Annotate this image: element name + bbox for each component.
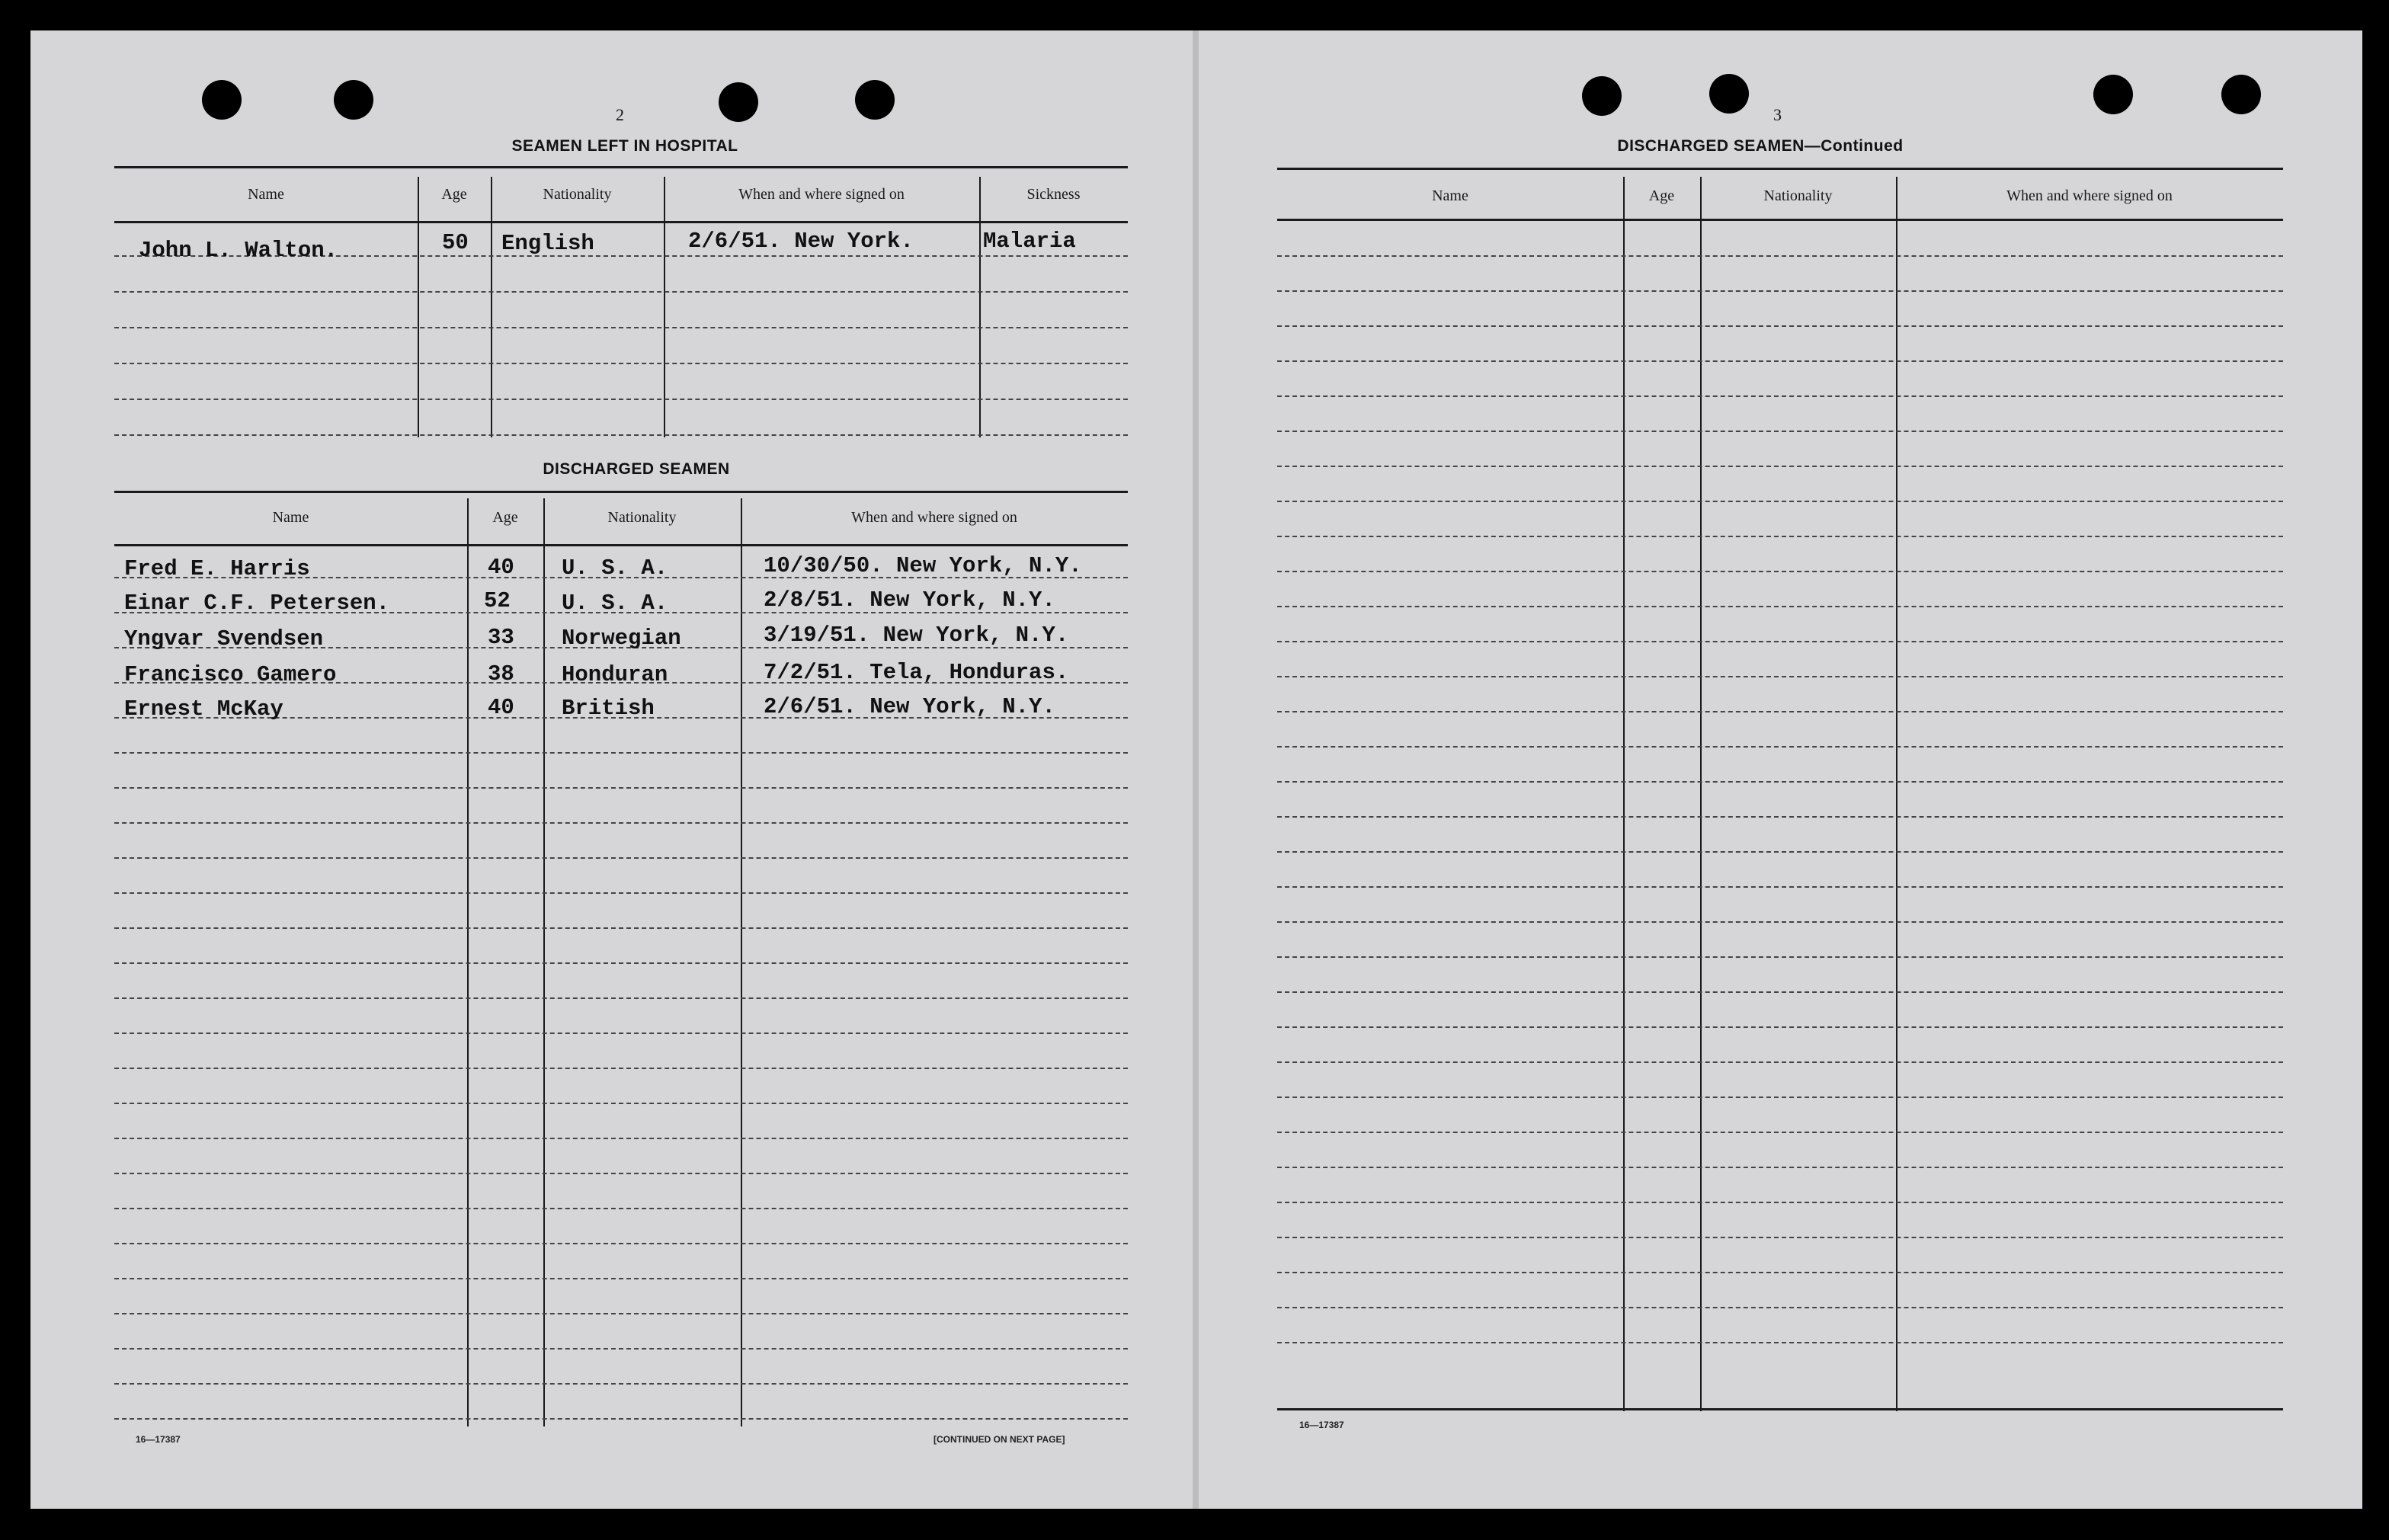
hospital-row-sickness: Malaria	[983, 229, 1076, 254]
discharged-section-title: DISCHARGED SEAMEN	[543, 460, 730, 478]
hospital-row-age: 50	[442, 230, 469, 255]
page-number-left: 2	[616, 105, 624, 124]
punch-hole	[1582, 76, 1622, 116]
discharged-row-signed: 2/8/51. New York, N.Y.	[764, 588, 1055, 613]
ruled-line	[1277, 395, 2283, 397]
right-header-rule	[1277, 219, 2283, 221]
ruled-line	[1277, 1132, 2283, 1133]
ruled-line	[1277, 325, 2283, 327]
right-header-signed: When and where signed on	[2006, 187, 2173, 204]
right-top-rule	[1277, 168, 2283, 170]
ruled-line	[1277, 571, 2283, 572]
ruled-line	[1277, 1342, 2283, 1343]
punch-hole	[2221, 75, 2261, 114]
ruled-line	[1277, 360, 2283, 362]
hospital-section-title: SEAMEN LEFT IN HOSPITAL	[511, 137, 738, 155]
discharged-row-name: Ernest McKay	[124, 696, 283, 722]
ruled-line	[1277, 1061, 2283, 1063]
ruled-line	[1277, 746, 2283, 748]
discharged-row-name: Francisco Gamero	[124, 662, 337, 687]
ruled-line	[1277, 921, 2283, 923]
ruled-line	[1277, 1272, 2283, 1273]
right-header-nationality: Nationality	[1763, 187, 1833, 204]
discharged-header-signed: When and where signed on	[851, 509, 1017, 526]
ruled-line	[1277, 956, 2283, 958]
punch-hole	[2093, 75, 2133, 114]
hospital-header-nationality: Nationality	[543, 186, 612, 203]
ruled-line	[114, 1243, 1128, 1244]
discharged-header-rule	[114, 544, 1128, 546]
right-header-age: Age	[1648, 187, 1675, 204]
ruled-line	[114, 1208, 1128, 1209]
right-col-divider	[1700, 177, 1702, 1411]
ruled-line	[1277, 606, 2283, 607]
ruled-line	[1277, 676, 2283, 677]
ruled-line	[1277, 1202, 2283, 1203]
ruled-line	[114, 787, 1128, 789]
ruled-line	[114, 857, 1128, 859]
ruled-line	[114, 1383, 1128, 1385]
hospital-row-nationality: English	[501, 231, 594, 256]
ruled-line	[1277, 886, 2283, 888]
hospital-header-signed: When and where signed on	[738, 186, 905, 203]
ruled-line	[114, 962, 1128, 964]
discharged-row-signed: 2/6/51. New York, N.Y.	[764, 694, 1055, 719]
discharged-header-age: Age	[492, 509, 518, 526]
right-header-name: Name	[1432, 187, 1468, 204]
ruled-line	[114, 1138, 1128, 1139]
ruled-line	[114, 1348, 1128, 1350]
right-section-title: DISCHARGED SEAMEN—Continued	[1617, 137, 1904, 155]
ruled-line	[1277, 816, 2283, 818]
hospital-header-age: Age	[441, 186, 467, 203]
discharged-row-age: 40	[488, 555, 514, 580]
discharged-row-nationality: U. S. A.	[562, 555, 668, 581]
ruled-line	[1277, 290, 2283, 292]
hospital-row-signed: 2/6/51. New York.	[688, 229, 914, 254]
hospital-header-rule	[114, 221, 1128, 223]
ruled-line	[1277, 466, 2283, 467]
ruled-line	[1277, 1097, 2283, 1098]
page-fold	[1193, 30, 1199, 1509]
ruled-line	[114, 1103, 1128, 1104]
hospital-header-name: Name	[248, 186, 284, 203]
punch-hole	[855, 80, 895, 120]
hospital-top-rule	[114, 166, 1128, 168]
discharged-header-name: Name	[272, 509, 309, 526]
punch-hole	[1709, 74, 1749, 114]
ruled-line	[114, 1418, 1128, 1420]
discharged-row-signed: 7/2/51. Tela, Honduras.	[764, 660, 1069, 685]
ruled-line	[114, 997, 1128, 999]
ruled-line	[1277, 431, 2283, 432]
ruled-line	[114, 892, 1128, 894]
ruled-line	[1277, 536, 2283, 537]
ruled-line	[1277, 641, 2283, 642]
discharged-row-age: 40	[488, 695, 514, 720]
discharged-row-age: 38	[488, 661, 514, 687]
hospital-row-line	[114, 327, 1128, 328]
discharged-row-age: 52	[484, 588, 511, 613]
discharged-row-nationality: Honduran	[562, 662, 668, 687]
continued-note: [CONTINUED ON NEXT PAGE]	[934, 1434, 1065, 1445]
ruled-line	[114, 1173, 1128, 1174]
hospital-row-line	[114, 291, 1128, 293]
punch-hole	[202, 80, 242, 120]
ruled-line	[114, 1033, 1128, 1034]
form-number-right: 16—17387	[1299, 1420, 1344, 1430]
ruled-line	[114, 1313, 1128, 1314]
ruled-line	[1277, 1237, 2283, 1238]
ruled-line	[1277, 781, 2283, 783]
form-number-left: 16—17387	[136, 1434, 181, 1445]
discharged-row-name: Yngvar Svendsen	[124, 626, 324, 652]
ruled-line	[1277, 1307, 2283, 1308]
discharged-row-signed: 3/19/51. New York, N.Y.	[764, 623, 1069, 648]
punch-hole	[719, 82, 758, 122]
page-number-right: 3	[1773, 105, 1782, 124]
right-col-divider	[1623, 177, 1625, 1411]
hospital-row-name: John L. Walton.	[139, 238, 338, 263]
right-bottom-rule	[1277, 1408, 2283, 1410]
discharged-row-name: Einar C.F. Petersen.	[124, 591, 390, 616]
ruled-line	[114, 752, 1128, 754]
hospital-row-line	[114, 399, 1128, 400]
discharged-header-nationality: Nationality	[607, 509, 677, 526]
discharged-row-nationality: British	[562, 696, 655, 721]
ruled-line	[1277, 501, 2283, 502]
ruled-line	[1277, 991, 2283, 993]
ruled-line	[114, 1068, 1128, 1069]
ruled-line	[1277, 851, 2283, 853]
ruled-line	[1277, 1167, 2283, 1168]
discharged-row-age: 33	[488, 625, 514, 650]
hospital-row-line	[114, 363, 1128, 364]
right-col-divider	[1896, 177, 1897, 1411]
ruled-line	[1277, 1026, 2283, 1028]
hospital-header-sickness: Sickness	[1026, 186, 1081, 203]
discharged-row-name: Fred E. Harris	[124, 556, 310, 581]
hospital-row-line	[114, 434, 1128, 436]
ruled-line	[114, 1278, 1128, 1279]
discharged-top-rule	[114, 491, 1128, 493]
discharged-row-signed: 10/30/50. New York, N.Y.	[764, 553, 1082, 578]
ruled-line	[114, 927, 1128, 929]
ruled-line	[114, 822, 1128, 824]
discharged-row-nationality: U. S. A.	[562, 591, 668, 616]
punch-hole	[334, 80, 373, 120]
discharged-row-nationality: Norwegian	[562, 626, 681, 651]
ruled-line	[1277, 711, 2283, 712]
ruled-line	[1277, 255, 2283, 257]
